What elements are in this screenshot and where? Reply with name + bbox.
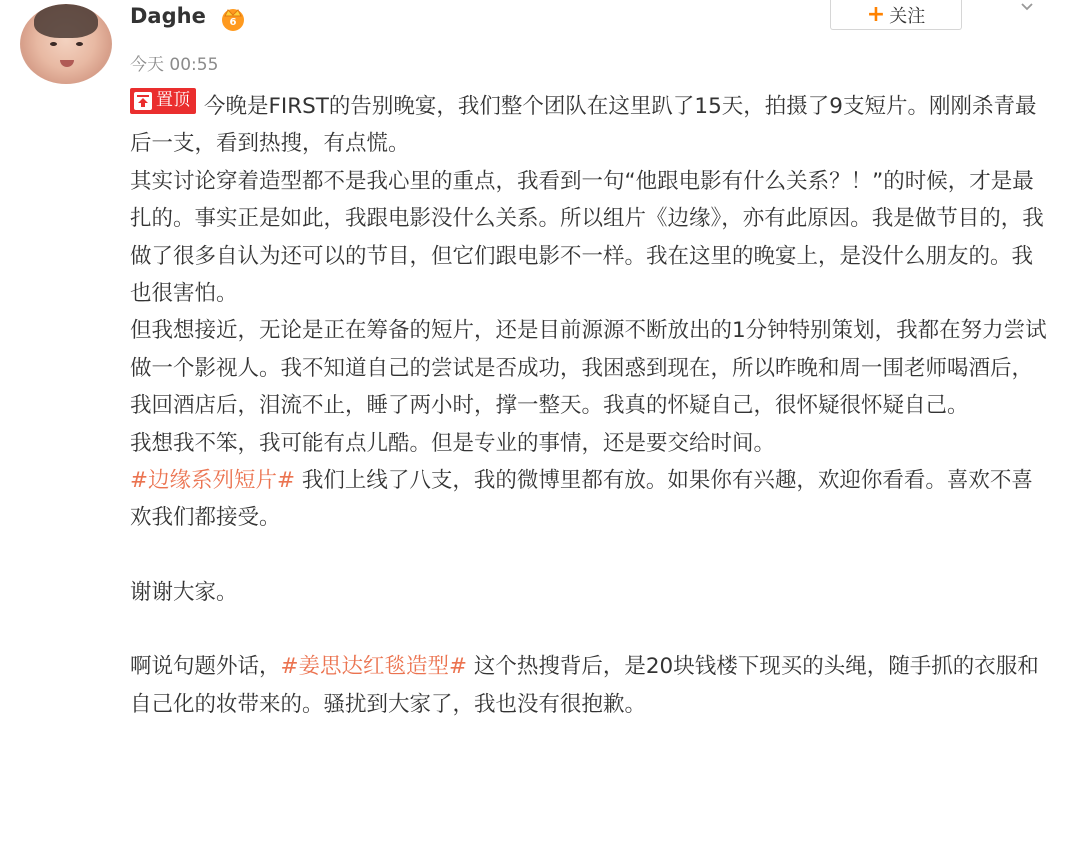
pin-icon: [134, 92, 152, 110]
plus-icon: +: [866, 1, 886, 27]
follow-button-label: 关注: [889, 5, 926, 27]
pin-badge: [130, 88, 196, 114]
post-text-7-prefix: 啊说句题外话，: [130, 654, 281, 680]
post-timestamp[interactable]: 今天 00:55: [130, 55, 219, 75]
svg-text:6: 6: [229, 17, 237, 28]
hashtag-link[interactable]: #姜思达红毯造型#: [280, 654, 468, 680]
post-paragraph: 我想我不笨，我可能有点儿酷。但是专业的事情，还是要交给时间。: [130, 430, 776, 456]
post-content: [130, 88, 1050, 723]
post-paragraph: 但我想接近，无论是正在筹备的短片，还是目前源源不断放出的1分钟特别策划，我都在努力尝试做一个影视人。我不知道自己的尝试是否成功，我困惑到现在，所以昨晚和周一围老师喝酒后，我回酒店后，泪流不止，睡了两小时，撑一整天。我真的怀疑自己，很怀疑很怀疑自己。: [130, 318, 1047, 419]
post-paragraph: [130, 88, 1050, 163]
pin-badge-label: 置顶: [156, 90, 190, 111]
post-paragraph: [130, 462, 1050, 537]
username[interactable]: Daghe: [130, 4, 206, 28]
vip-crown-icon: [218, 4, 248, 32]
post-text-5: 我们上线了八支，我的微博里都有放。如果你有兴趣，欢迎你看看。喜欢不喜欢我们都接受。: [130, 468, 1033, 531]
post-paragraph: 谢谢大家。: [130, 579, 238, 605]
post-paragraph: [130, 648, 1050, 723]
chevron-down-icon[interactable]: [1020, 2, 1034, 12]
follow-button[interactable]: [830, 0, 962, 30]
hashtag-link[interactable]: #边缘系列短片#: [130, 468, 296, 494]
post-text-1: 今晚是FIRST的告别晚宴，我们整个团队在这里趴了15天，拍摄了9支短片。刚刚杀青最后一支，看到热搜，有点慌。: [130, 94, 1037, 157]
post-paragraph: 其实讨论穿着造型都不是我心里的重点，我看到一句“他跟电影有什么关系？！”的时候，才是最扎的。事实正是如此，我跟电影没什么关系。所以组片《边缘》，亦有此原因。我是做节目的，我做了很多自认为还可以的节目，但它们跟电影不一样。我在这里的晚宴上，是没什么朋友的。我也很害怕。: [130, 168, 1044, 307]
post-text-7: 这个热搜背后，是20块钱楼下现买的头绳，随手抓的衣服和自己化的妆带来的。骚扰到大家了，我也没有很抱歉。: [130, 654, 1039, 717]
avatar[interactable]: [20, 4, 112, 84]
